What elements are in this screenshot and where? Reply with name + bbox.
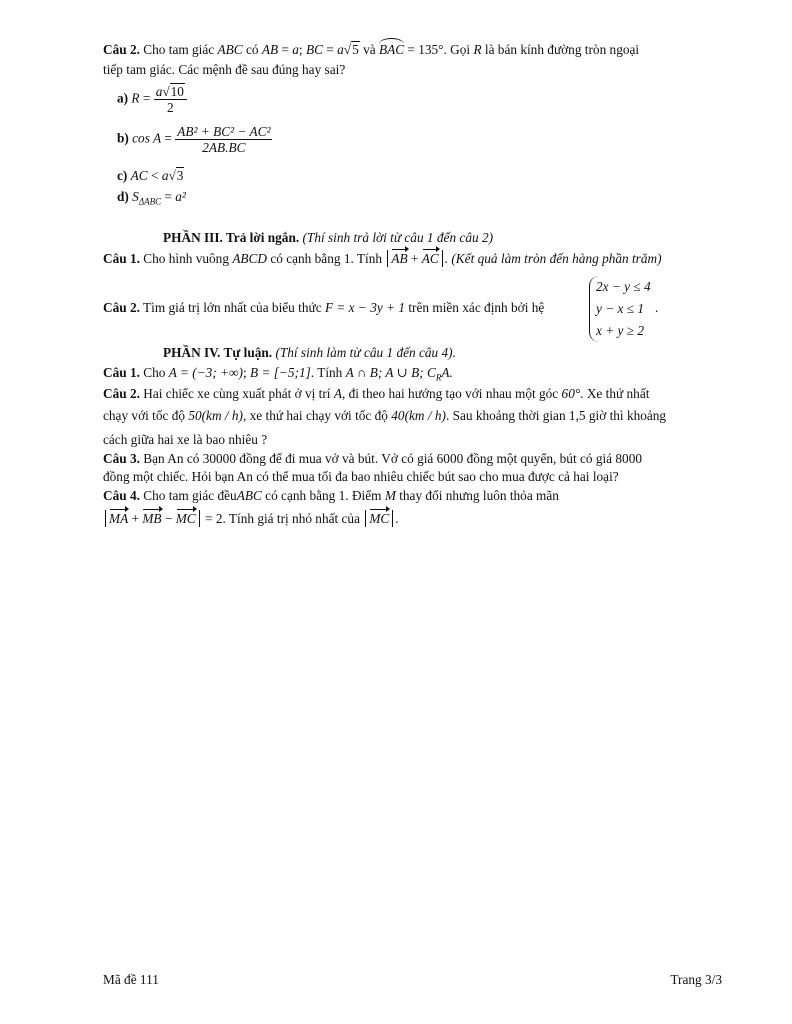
vector-expression-abs: MA + MB − MC	[105, 510, 200, 527]
question-2-intro: Câu 2. Cho tam giác ABC có AB = a; BC = a√5 và BAC = 135°. Gọi R là bán kính đường tròn ngoại	[103, 38, 723, 59]
part-4-question-2-line2: chạy với tốc độ 50(km / h), xe thứ hai chạy với tốc độ 40(km / h). Sau khoảng thời gian 1,5 giờ thì khoảng	[103, 408, 667, 423]
part-4-question-3-line2: đồng một chiếc. Hỏi bạn An có thể mua tối đa bao nhiêu chiếc bút sao cho mua được cả hai loại?	[103, 469, 619, 484]
exam-page: Câu 2. Cho tam giác ABC có AB = a; BC = a√5 và BAC = 135°. Gọi R là bán kính đường tròn ngoại tiếp tam giác. Các mệnh đề sau đúng hay sai? a) R = $\frac{a√10}{2}$ b) cos A = $\frac{\text{AB² + BC² − AC²}}{2AB.BC}$ c) AC < a√3 d) $S_{\Delta ABC} = a^2$ PHẦN III. Trả lời ngắn. (Thí sinh trả lời từ câu 1 đến câu 2) Câu 1. Cho hình vuông ABCD có cạnh bằng 1. Tính AB + AC . (Kết quả làm tròn đến hàng phần trăm) Câu 2. Tìm giá trị lớn nhất của biểu thức F = x − 3y + 1 trên miền xác định bởi hệ 2x − y ≤ 4 y − x ≤ 1 x + y ≥ 2 . PHẦN IV. Tự luận. (Thí sinh làm từ câu 1 đến câu 4). Câu 1. Cho A = (−3; +∞); B = [−5;1]. Tính A ∩ B; A ∪ B; $C_RA$. Câu 2. Hai chiếc xe cùng xuất phát ở vị trí A, đi theo hai hướng tạo với nhau một góc 60°. Xe thứ nhất chạy với tốc độ 50(km / h), xe thứ hai chạy với tốc độ 40(km / h). Sau khoảng thời gian 1,5 giờ thì khoảng cách giữa hai xe là bao nhiêu ? Câu 3. Bạn An có 30000 đồng để đi mua vở và bút. Vở có giá 6000 đồng một quyển, bút có giá 8000 đồng một chiếc. Hỏi bạn An có thể mua tối đa bao nhiêu chiếc bút sao cho mua được cả hai loại? Câu 4. Cho tam giác đềuABC có cạnh bằng 1. Điểm M thay đổi nhưng luôn thỏa mãn MA + MB − MC = 2. Tính giá trị nhỏ nhất của MC . Mã đề 111 Trang 3/3	[0, 0, 792, 1024]
page-number: Trang 3/3	[670, 972, 722, 987]
angle-bac: BAC	[379, 38, 404, 59]
part-3-heading: PHẦN III. Trả lời ngắn. (Thí sinh trả lời từ câu 1 đến câu 2)	[163, 230, 494, 245]
question-2-line2: tiếp tam giác. Các mệnh đề sau đúng hay sai?	[103, 62, 346, 77]
exam-code: Mã đề 111	[103, 972, 159, 987]
fraction: $\frac{\text{AB² + BC² − AC²}}{2AB.BC}$	[177, 124, 271, 155]
part-4-question-4-line1: Câu 4. Cho tam giác đềuABC có cạnh bằng 1. Điểm M thay đổi nhưng luôn thỏa mãn	[103, 488, 559, 503]
option-a: a) R = $\frac{a√10}{2}$	[117, 84, 737, 115]
option-b: b) cos A = $\frac{\text{AB² + BC² − AC²}}{2AB.BC}$	[117, 124, 271, 155]
question-label: Câu 2.	[103, 42, 140, 57]
part-4-question-1: Câu 1. Cho A = (−3; +∞); B = [−5;1]. Tính A ∩ B; A ∪ B; $C_RA$.	[103, 365, 453, 383]
part-4-heading: PHẦN IV. Tự luận. (Thí sinh làm từ câu 1 đến câu 4).	[163, 345, 456, 360]
vector-mc-abs: MC	[365, 510, 393, 527]
part-3-question-1: Câu 1. Cho hình vuông ABCD có cạnh bằng 1. Tính AB + AC . (Kết quả làm tròn đến hàng phần trăm)	[103, 251, 662, 266]
fraction: $\frac{a√10}{2}$	[154, 84, 187, 115]
part-4-question-2-line1: Câu 2. Hai chiếc xe cùng xuất phát ở vị trí A, đi theo hai hướng tạo với nhau một góc 60°. Xe thứ nhất	[103, 386, 650, 401]
option-d: d) $S_{\Delta ABC} = a^2$	[117, 189, 186, 207]
vector-sum-abs: AB + AC	[387, 250, 442, 267]
inequality-system: 2x − y ≤ 4 y − x ≤ 1 x + y ≥ 2	[589, 276, 651, 342]
part-4-question-2-line3: cách giữa hai xe là bao nhiêu ?	[103, 432, 268, 447]
part-4-question-4-line2: MA + MB − MC = 2. Tính giá trị nhỏ nhất của MC .	[103, 509, 723, 528]
part-4-question-3-line1: Câu 3. Bạn An có 30000 đồng để đi mua vở và bút. Vở có giá 6000 đồng một quyển, bút có giá 8000	[103, 451, 643, 466]
option-c: c) AC < a√3	[117, 168, 184, 183]
